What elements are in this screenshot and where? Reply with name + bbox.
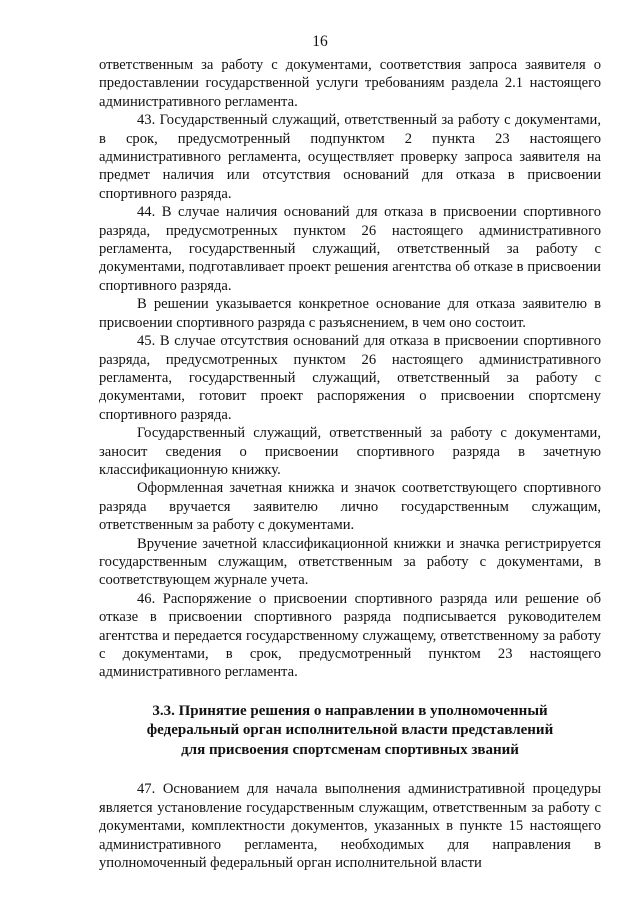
paragraph-continuation: ответственным за работу с документами, соответствия запроса заявителя о предоставлении государственной услуги требованиям раздела 2.1 настоящего административного регламента.	[99, 57, 601, 110]
paragraph-47: 47. Основанием для начала выполнения административной процедуры является установление государственным служащим, ответственным за работу с документами, комплектности документов, указанных в пункте 15 настоящего административного регламента, необходимых для направления в уполномоченный федеральный орган исполнительной власти	[99, 781, 601, 871]
document-body	[99, 56, 601, 872]
paragraph-44: 44. В случае наличия оснований для отказа в присвоении спортивного разряда, предусмотренных пунктом 26 настоящего административного регламента, государственный служащий, ответственный за работу с документами, подготавливает проект решения агентства об отказе в присвоении спортивного разряда.	[99, 204, 601, 294]
paragraph-45-handover: Оформленная зачетная книжка и значок соответствующего спортивного разряда вручается заявителю лично государственным служащим, ответственным за работу с документами.	[99, 480, 601, 534]
paragraph-44-refusal-reason: В решении указывается конкретное основание для отказа заявителю в присвоении спортивного разряда с разъяснением, в чем оно состоит.	[99, 296, 601, 331]
paragraph-45-registration: Вручение зачетной классификационной книжки и значка регистрируется государственным служащим, ответственным за работу с документами, в соответствующем журнале учета.	[99, 535, 601, 589]
section-heading	[99, 702, 601, 761]
page-number: 16	[312, 33, 328, 50]
paragraph-43: 43. Государственный служащий, ответственный за работу с документами, в срок, предусмотренный подпунктом 2 пункта 23 настоящего административного регламента, осуществляет проверку запроса заявителя на предмет наличия или отсутствия оснований для отказа в присвоении спортивного разряда.	[99, 112, 601, 202]
section-heading-line-2: федеральный орган исполнительной власти представлений	[146, 722, 554, 739]
section-heading-line-1: 3.3. Принятие решения о направлении в уполномоченный	[152, 702, 548, 719]
section-heading-line-3: для присвоения спортсменам спортивных званий	[181, 741, 519, 758]
paragraph-45: 45. В случае отсутствия оснований для отказа в присвоении спортивного разряда, предусмотренных пунктом 26 настоящего административного регламента, государственный служащий, ответственный за работу с документами, готовит проект распоряжения о присвоении спортсмену спортивного разряда.	[99, 333, 601, 423]
paragraph-46: 46. Распоряжение о присвоении спортивного разряда или решение об отказе в присвоении спортивного разряда подписывается руководителем агентства и передается государственному служащему, ответственному за работу с документами, в срок, предусмотренный пунктом 23 настоящего административного регламента.	[99, 590, 601, 681]
paragraph-45-record-book: Государственный служащий, ответственный за работу с документами, заносит сведения о присвоении спортивного разряда в зачетную классификационную книжку.	[99, 425, 601, 478]
